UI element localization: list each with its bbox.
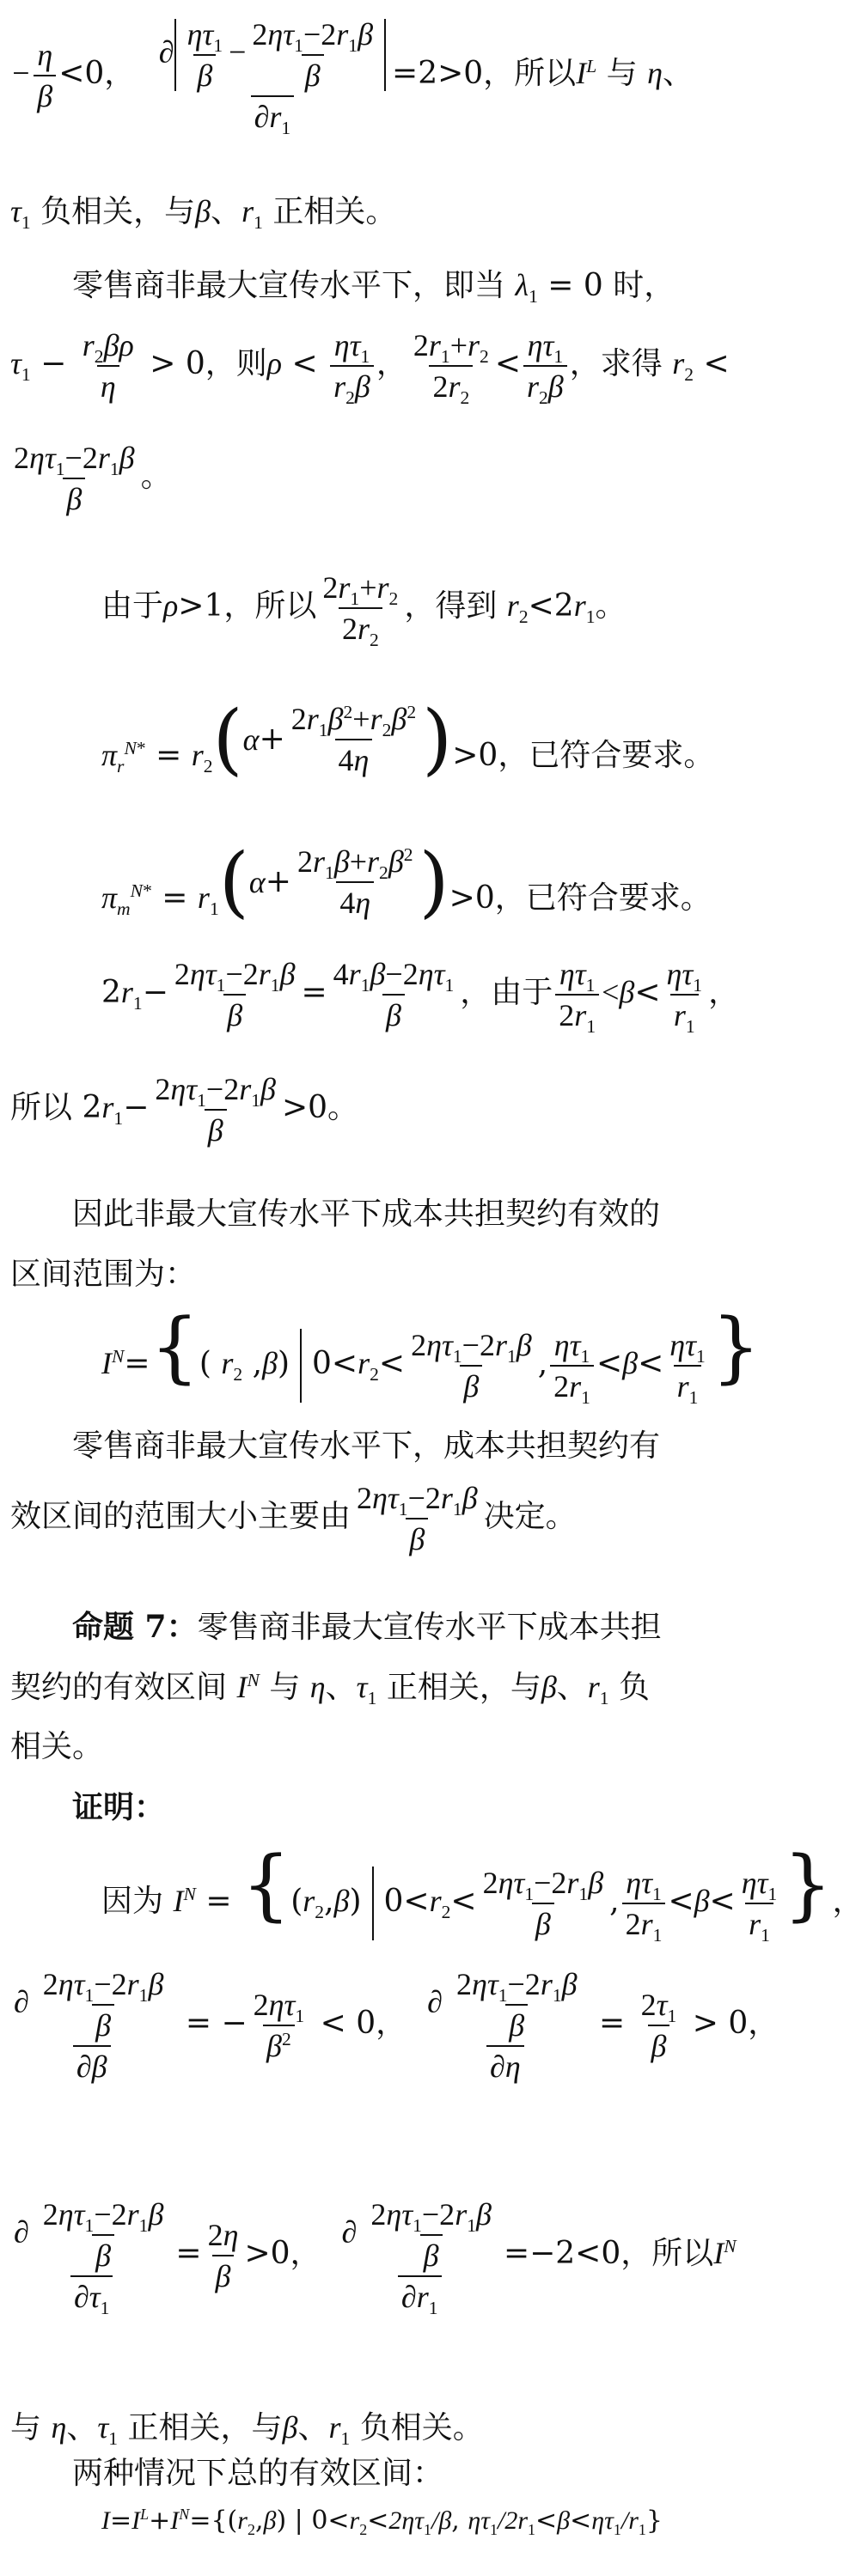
proof-label: 证明：	[72, 1789, 166, 1825]
text-line-23: 与 η、$\tau_1$ 正相关，与β、$r_1$ 负相关。	[10, 2410, 484, 2450]
eq-line-15: 效区间的范围大小主要由 $\frac{2\eta\tau_1-2r_1\beta}{\beta}$ 决定。	[10, 1481, 577, 1556]
eq-line-7: $\pi_r^{N*} = r_2$ ( α + $\frac{2r_1\beta^2+r_2\beta^2}{4\eta}$ ) >0，已符合要求。	[101, 694, 715, 784]
proposition-label: 命题 7：	[72, 1609, 198, 1645]
prop-line-16: 命题 7：零售商非最大宣传水平下成本共担	[72, 1609, 662, 1645]
text-line-3: 零售商非最大宣传水平下，即当 $\lambda_1 = 0$ 时，	[72, 268, 675, 308]
text-line-12: 区间范围为：	[10, 1257, 197, 1292]
eq-line-25: $I=I^L+I^N=\{(r_2,\beta)$ | $0<r_2<2\eta\tau_1/\beta$, $\eta\tau_1/2r_1<\beta<\eta\tau_1/r_1$}	[101, 2506, 663, 2538]
eq-line-4: $\tau_1$ − $\frac{r_2\beta\rho}{\eta}$ > 0，则ρ < $\frac{\eta\tau_1}{r_2\beta}$ ， $\frac{2r_1+r_2}{2r_2}$ < $\frac{\eta\tau_1}{r_2\beta}$ ，求得 $r_2$ <	[10, 328, 730, 409]
eq-line-22: ∂ $\frac{2\eta\tau_1-2r_1\beta}{\beta}$ $\partial\tau_1$ = $\frac{2\eta}{\beta}$ >0， ∂ $\frac{2\eta\tau_1-2r_1\beta}{\beta}$ $\partial r_1$ =−2<0，所以$I^N$	[14, 2197, 737, 2319]
eq-line-1: − $\frac{\eta}{\beta}$ <0， ∂ $\frac{\eta\tau_1}{\beta}$ − $\frac{2\eta\tau_1-2r_1\beta}{\beta}$ $\partial r_1$ =2>0，所以$I^L$ 与 η、	[10, 17, 694, 139]
eq-line-9: $2r_1-$ $\frac{2\eta\tau_1-2r_1\beta}{\beta}$ = $\frac{4r_1\beta-2\eta\tau_1}{\beta}$ ，由于 $\frac{\eta\tau_1}{2r_1}$ <β< $\frac{\eta\tau_1}{r_1}$ ，	[101, 957, 740, 1038]
text-line-2: $\tau_1$ 负相关，与β、$r_1$ 正相关。	[10, 194, 397, 234]
eq-line-5: $\frac{2\eta\tau_1-2r_1\beta}{\beta}$ 。	[14, 441, 172, 516]
prop-line-17: 契约的有效区间 $I^N$ 与 η、$\tau_1$ 正相关，与β、$r_1$ 负	[10, 1670, 651, 1709]
text-line-14: 零售商非最大宣传水平下，成本共担契约有	[72, 1428, 661, 1464]
text-line-11: 因此非最大宣传水平下成本共担契约有效的	[72, 1197, 661, 1232]
eq-line-10: 所以 $2r_1-$ $\frac{2\eta\tau_1-2r_1\beta}{\beta}$ >0。	[10, 1072, 359, 1148]
eq-line-6: 由于ρ>1，所以 $\frac{2r_1+r_2}{2r_2}$ ，得到 $r_2<2r_1$。	[101, 570, 627, 651]
text-line-24: 两种情况下总的有效区间：	[72, 2456, 444, 2491]
eq-line-20: 因为 $I^N = \{(r_2,\beta)$ $0<r_2<$ $\frac{2\eta\tau_1-2r_1\beta}{\beta}$ , $\frac{\eta\tau_1}{2r_1}$ <β< $\frac{\eta\tau_1}{r_1}$ }，	[101, 1840, 864, 1946]
prop-line-18: 相关。	[10, 1729, 104, 1764]
eq-line-21: ∂ $\frac{2\eta\tau_1-2r_1\beta}{\beta}$ ∂β = − $\frac{2\eta\tau_1}{\beta^2}$ < 0， ∂ $\frac{2\eta\tau_1-2r_1\beta}{\beta}$ ∂η = $\frac{2\tau_1}{\beta}$ > 0，	[14, 1967, 779, 2084]
eq-line-8: $\pi_m^{N*} = r_1$ ( α + $\frac{2r_1\beta+r_2\beta^2}{4\eta}$ ) >0，已符合要求。	[101, 837, 712, 927]
eq-line-13: $I^N=${( $r_2$ ,β) $0<r_2<$ $\frac{2\eta\tau_1-2r_1\beta}{\beta}$ , $\frac{\eta\tau_1}{2r_1}$ <β< $\frac{\eta\tau_1}{r_1}$ }	[101, 1302, 761, 1409]
